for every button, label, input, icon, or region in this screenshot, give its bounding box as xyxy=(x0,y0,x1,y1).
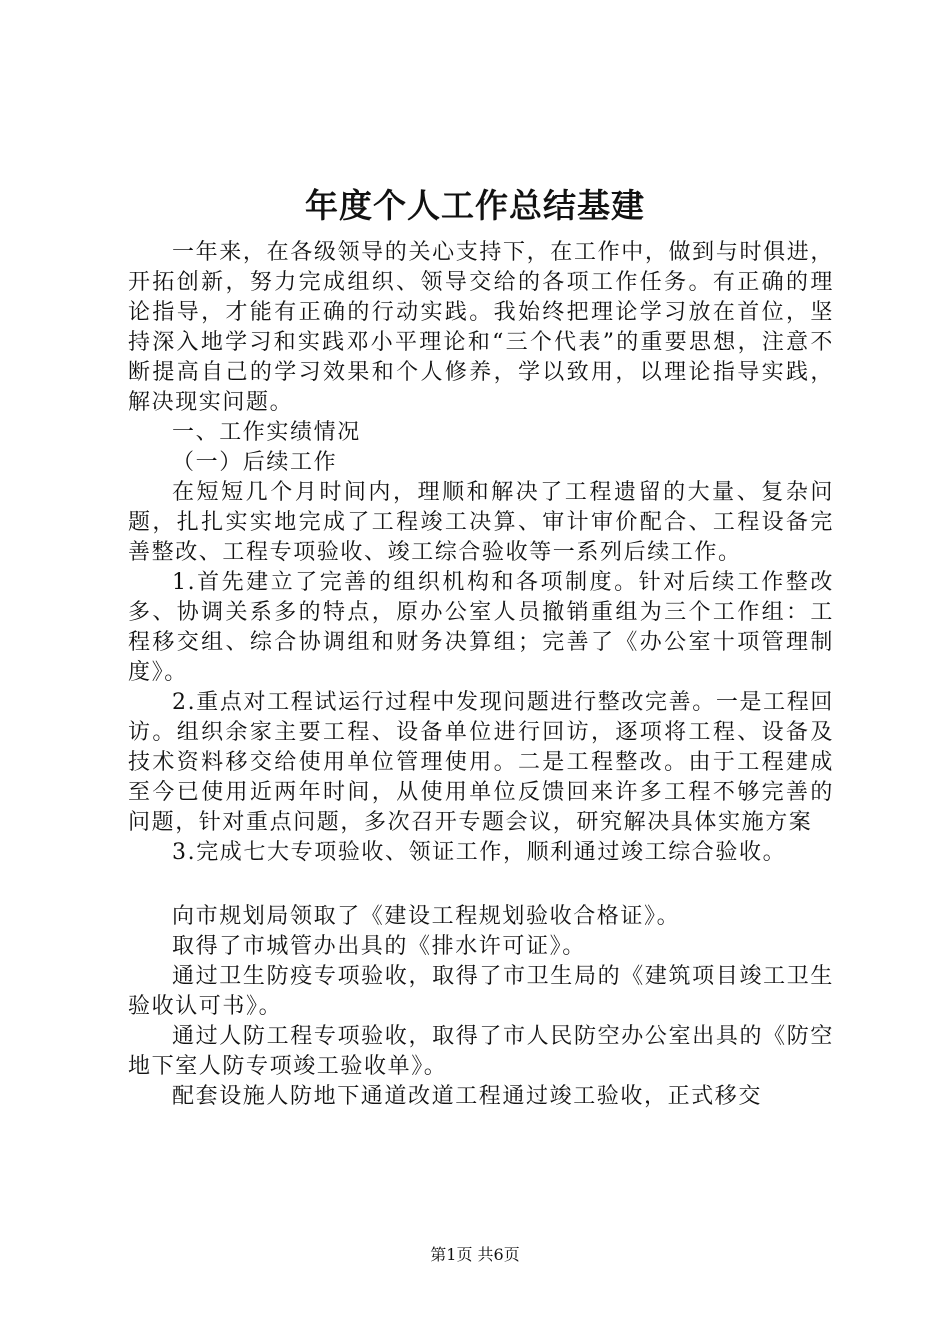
page-footer: 第1页 共6页 xyxy=(430,1245,520,1264)
section-heading: 一、工作实绩情况 xyxy=(172,420,361,445)
paragraph-health-acceptance: 通过卫生防疫专项验收，取得了市卫生局的《建筑项目竣工卫生验收认可书》。 xyxy=(128,964,834,1019)
paragraph-underpass-handover: 配套设施人防地下通道改道工程通过竣工验收，正式移交 xyxy=(172,1084,763,1109)
paragraph-item-2: 2.重点对工程试运行过程中发现问题进行整改完善。一是工程回访。组织余家主要工程、设备单位进行回访，逐项将工程、设备及技术资料移交给使用单位管理使用。二是工程整改。由于工程建成至今已使用近两年时间，从使用单位反馈回来许多工程不够完善的问题，针对重点问题，多次召开专题会议，研究解决具体实施方案 xyxy=(128,690,834,835)
paragraph-item-1: 1.首先建立了完善的组织机构和各项制度。针对后续工作整改多、协调关系多的特点，原办公室人员撤销重组为三个工作组：工程移交组、综合协调组和财务决算组；完善了《办公室十项管理制度》。 xyxy=(128,570,834,685)
paragraph-followup-work: 在短短几个月时间内，理顺和解决了工程遗留的大量、复杂问题，扎扎实实地完成了工程竣工决算、审计审价配合、工程设备完善整改、工程专项验收、竣工综合验收等一系列后续工作。 xyxy=(128,480,834,565)
paragraph-planning-certificate: 向市规划局领取了《建设工程规划验收合格证》。 xyxy=(172,904,681,929)
paragraph-civil-defense-acceptance: 通过人防工程专项验收，取得了市人民防空办公室出具的《防空地下室人防专项竣工验收单》。 xyxy=(128,1024,834,1079)
document-title: 年度个人工作总结基建 xyxy=(305,186,645,225)
document-body xyxy=(128,238,834,1112)
paragraph-drainage-permit: 取得了市城管办出具的《排水许可证》。 xyxy=(172,934,586,959)
paragraph-item-3: 3.完成七大专项验收、领证工作，顺利通过竣工综合验收。 xyxy=(172,840,787,865)
paragraph-intro: 一年来，在各级领导的关心支持下，在工作中，做到与时俱进，开拓创新，努力完成组织、领导交给的各项工作任务。有正确的理论指导，才能有正确的行动实践。我始终把理论学习放在首位，坚持深入地学习和实践邓小平理论和“三个代表”的重要思想，注意不断提高自己的学习效果和个人修养，学以致用，以理论指导实践，解决现实问题。 xyxy=(128,240,834,415)
subsection-heading: （一）后续工作 xyxy=(172,450,338,475)
